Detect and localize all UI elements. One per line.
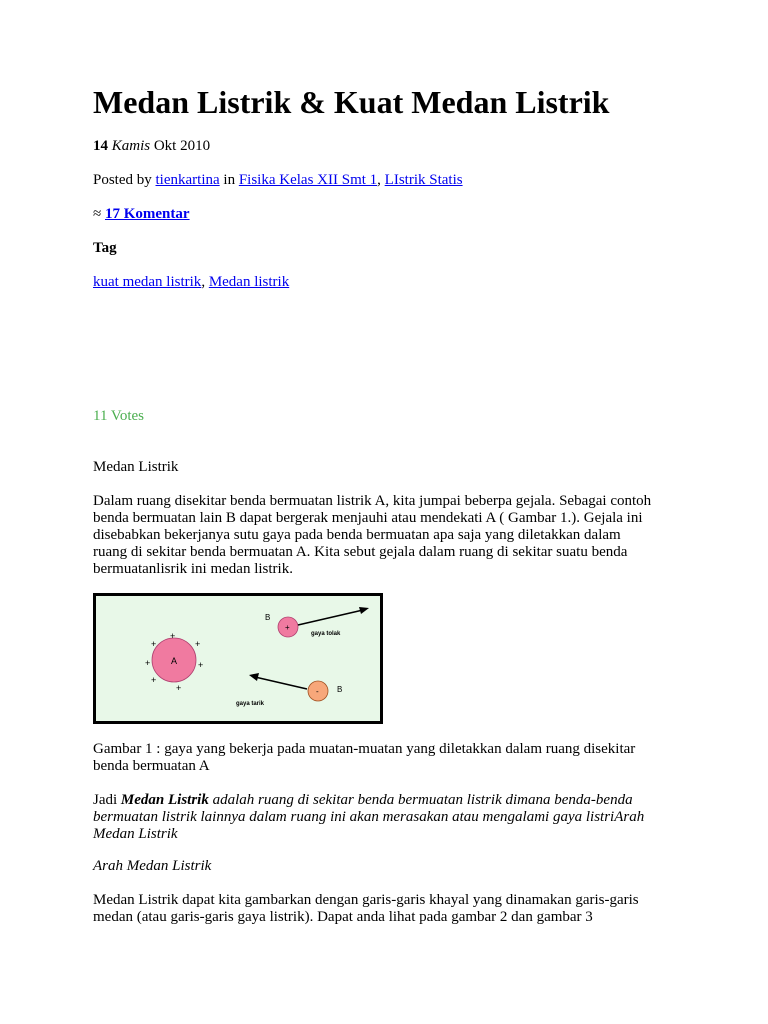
date-day: 14 [93,138,108,154]
section-title-arah-medan-listrik: Arah Medan Listrik [93,858,212,874]
label-gaya-tarik: gaya tarik [236,701,265,707]
category-separator: , [377,172,381,188]
date-weekday: Kamis [111,138,151,154]
paragraph-line: Medan Listrik dapat kita gambarkan dengan garis-garis khayal yang dinamakan garis-garis [93,892,639,908]
paragraph-intro [93,493,693,578]
in-label: in [223,172,236,188]
definition-term: Medan Listrik [120,792,209,808]
tag-list [93,274,289,291]
post-meta [93,172,463,189]
charge-b-top-label: B [265,613,271,622]
caption-line: Gambar 1 : gaya yang bekerja pada muatan-muatan yang diletakkan dalam ruang disekitar [93,741,636,757]
section-title-medan-listrik: Medan Listrik [93,459,179,475]
paragraph-line: ruang di sekitar benda bermuatan A. Kita sebut gejala dalam ruang di sekitar suatu benda [93,544,628,560]
category-link-listrik-statis[interactable]: LIstrik Statis [384,172,463,188]
page-title: Medan Listrik & Kuat Medan Listrik [93,84,610,120]
minus-sign: - [316,687,319,696]
post-date [93,138,210,155]
figure-1-diagram [93,593,383,724]
date-month-year: Okt 2010 [153,138,211,154]
plus-sign: + [198,660,204,670]
comments-icon: ≈ [93,206,102,222]
paragraph-arah-medan [93,892,693,926]
charge-b-bottom-label: B [337,685,343,694]
paragraph-line: medan (atau garis-garis gaya listrik). Dapat anda lihat pada gambar 2 dan gambar 3 [93,909,593,925]
comments-row [93,206,190,223]
label-gaya-tolak: gaya tolak [311,631,341,637]
plus-sign: + [285,623,290,632]
plus-sign: + [195,639,201,649]
plus-sign: + [151,639,157,649]
tag-heading: Tag [93,240,117,256]
definition-paragraph [93,792,693,843]
definition-line [93,792,693,809]
charge-a-label: A [171,656,178,666]
tag-link-kuat-medan-listrik[interactable]: kuat medan listrik [93,274,202,290]
comments-link[interactable]: 17 Komentar [104,206,190,222]
posted-by-label: Posted by [93,172,152,188]
figure-1-caption [93,741,693,775]
author-link[interactable]: tienkartina [155,172,220,188]
plus-sign: + [170,631,176,641]
plus-sign: + [176,683,182,693]
definition-text: adalah ruang di sekitar benda bermuatan listrik dimana benda-benda [212,792,633,808]
tag-separator: , [201,274,206,290]
plus-sign: + [145,658,151,668]
definition-line: bermuatan listrik lainnya dalam ruang ini akan merasakan atau mengalami gaya listriArah [93,809,645,825]
plus-sign: + [151,675,157,685]
votes-count[interactable]: 11 Votes [93,408,144,424]
tag-link-medan-listrik[interactable]: Medan listrik [208,274,290,290]
paragraph-line: bermuatanlisrik ini medan listrik. [93,561,293,577]
definition-line: Medan Listrik [93,826,178,842]
definition-jadi: Jadi [93,792,118,808]
caption-line: benda bermuatan A [93,758,210,774]
paragraph-line: benda bermuatan lain B dapat bergerak menjauhi atau mendekati A ( Gambar 1.). Gejala ini [93,510,643,526]
category-link-fisika[interactable]: Fisika Kelas XII Smt 1 [238,172,378,188]
paragraph-line: Dalam ruang disekitar benda bermuatan listrik A, kita jumpai beberpa gejala. Sebagai contoh [93,493,652,509]
paragraph-line: disebabkan bekerjanya sutu gaya pada benda bermuatan apa saja yang diletakkan dalam [93,527,621,543]
